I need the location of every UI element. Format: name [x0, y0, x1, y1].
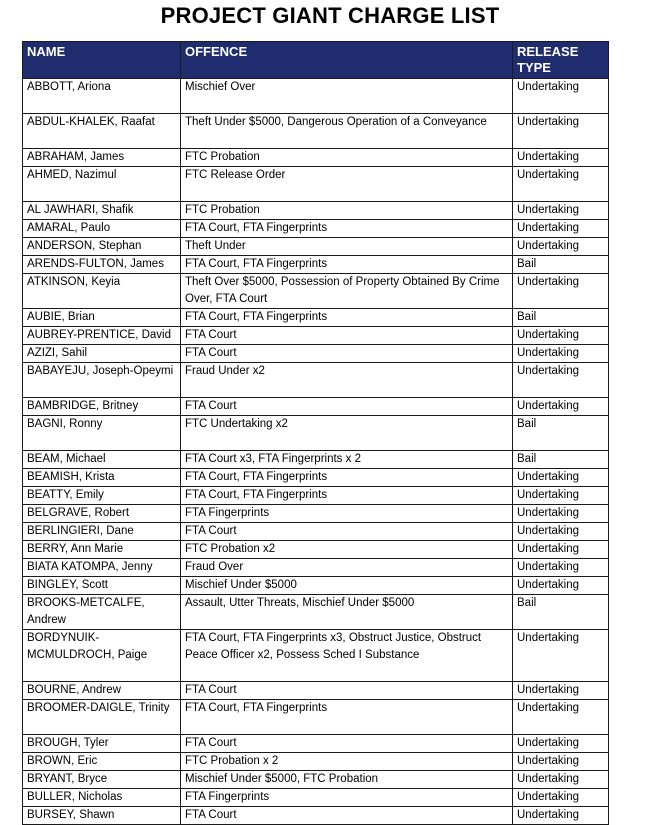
offence-cell: Mischief Under $5000, FTC Probation: [181, 771, 513, 789]
table-row: [23, 682, 609, 700]
release-type-cell: Undertaking: [513, 220, 609, 238]
table-row: [23, 220, 609, 238]
release-type-cell: Undertaking: [513, 149, 609, 167]
name-cell: BOURNE, Andrew: [23, 682, 181, 700]
name-cell: AZIZI, Sahil: [23, 345, 181, 363]
name-cell: BINGLEY, Scott: [23, 577, 181, 595]
table-row: [23, 789, 609, 807]
table-row: [23, 595, 609, 630]
release-type-cell: Undertaking: [513, 345, 609, 363]
release-type-cell: Undertaking: [513, 559, 609, 577]
name-cell: AMARAL, Paulo: [23, 220, 181, 238]
table-row: [23, 577, 609, 595]
table-row: [23, 256, 609, 274]
offence-cell: FTA Fingerprints: [181, 789, 513, 807]
table-row: [23, 451, 609, 469]
table-row: [23, 541, 609, 559]
name-cell: BIATA KATOMPA, Jenny: [23, 559, 181, 577]
header-release-type: RELEASE TYPE: [513, 42, 609, 79]
release-type-cell: Undertaking: [513, 202, 609, 220]
release-type-cell: Undertaking: [513, 789, 609, 807]
release-type-cell: Undertaking: [513, 541, 609, 559]
offence-cell: FTA Court: [181, 682, 513, 700]
name-cell: BAMBRIDGE, Britney: [23, 398, 181, 416]
offence-cell: FTA Court, FTA Fingerprints: [181, 469, 513, 487]
offence-cell: Fraud Over: [181, 559, 513, 577]
header-name: NAME: [23, 42, 181, 79]
release-type-cell: Bail: [513, 309, 609, 327]
release-type-cell: Undertaking: [513, 398, 609, 416]
release-type-cell: Undertaking: [513, 700, 609, 735]
name-cell: BURSEY, Shawn: [23, 807, 181, 825]
offence-cell: Mischief Under $5000: [181, 577, 513, 595]
table-row: [23, 202, 609, 220]
offence-cell: FTC Probation: [181, 202, 513, 220]
page-title: PROJECT GIANT CHARGE LIST: [160, 3, 500, 28]
table-row: [23, 345, 609, 363]
name-cell: BULLER, Nicholas: [23, 789, 181, 807]
release-type-cell: Bail: [513, 416, 609, 451]
release-type-cell: Undertaking: [513, 735, 609, 753]
table-row: [23, 238, 609, 256]
release-type-cell: Undertaking: [513, 807, 609, 825]
release-type-cell: Undertaking: [513, 487, 609, 505]
release-type-cell: Bail: [513, 451, 609, 469]
charge-table: [22, 41, 609, 825]
release-type-cell: Undertaking: [513, 771, 609, 789]
offence-cell: FTA Court, FTA Fingerprints: [181, 487, 513, 505]
offence-cell: FTA Court, FTA Fingerprints x3, Obstruct Justice, Obstruct Peace Officer x2, Possess Sched I Substance: [181, 630, 513, 682]
table-row: [23, 523, 609, 541]
release-type-cell: Undertaking: [513, 469, 609, 487]
offence-cell: FTA Court: [181, 398, 513, 416]
table-row: [23, 735, 609, 753]
release-type-cell: Undertaking: [513, 79, 609, 114]
table-row: [23, 771, 609, 789]
table-row: [23, 167, 609, 202]
name-cell: BELGRAVE, Robert: [23, 505, 181, 523]
offence-cell: FTC Undertaking x2: [181, 416, 513, 451]
table-row: [23, 363, 609, 398]
name-cell: BROOMER-DAIGLE, Trinity: [23, 700, 181, 735]
name-cell: BEAMISH, Krista: [23, 469, 181, 487]
table-header-row: [23, 42, 609, 79]
release-type-cell: Undertaking: [513, 523, 609, 541]
table-row: [23, 149, 609, 167]
table-row: [23, 309, 609, 327]
name-cell: BAGNI, Ronny: [23, 416, 181, 451]
offence-cell: FTA Court: [181, 345, 513, 363]
offence-cell: FTC Probation x 2: [181, 753, 513, 771]
release-type-cell: Bail: [513, 595, 609, 630]
release-type-cell: Undertaking: [513, 274, 609, 309]
name-cell: ABDUL-KHALEK, Raafat: [23, 114, 181, 149]
name-cell: ABBOTT, Ariona: [23, 79, 181, 114]
offence-cell: FTA Court x3, FTA Fingerprints x 2: [181, 451, 513, 469]
table-row: [23, 327, 609, 345]
offence-cell: Fraud Under x2: [181, 363, 513, 398]
table-row: [23, 469, 609, 487]
release-type-cell: Undertaking: [513, 505, 609, 523]
name-cell: AUBREY-PRENTICE, David: [23, 327, 181, 345]
offence-cell: FTA Court, FTA Fingerprints: [181, 700, 513, 735]
name-cell: BROUGH, Tyler: [23, 735, 181, 753]
name-cell: BEAM, Michael: [23, 451, 181, 469]
offence-cell: FTA Court: [181, 523, 513, 541]
table-body: [23, 79, 609, 825]
release-type-cell: Undertaking: [513, 327, 609, 345]
offence-cell: FTA Court, FTA Fingerprints: [181, 256, 513, 274]
name-cell: BRYANT, Bryce: [23, 771, 181, 789]
table-row: [23, 79, 609, 114]
offence-cell: Assault, Utter Threats, Mischief Under $5000: [181, 595, 513, 630]
offence-cell: FTA Court, FTA Fingerprints: [181, 220, 513, 238]
release-type-cell: Undertaking: [513, 167, 609, 202]
table-row: [23, 416, 609, 451]
release-type-cell: Undertaking: [513, 577, 609, 595]
table-row: [23, 398, 609, 416]
release-type-cell: Undertaking: [513, 363, 609, 398]
release-type-cell: Undertaking: [513, 682, 609, 700]
offence-cell: FTC Probation x2: [181, 541, 513, 559]
table-row: [23, 114, 609, 149]
name-cell: AUBIE, Brian: [23, 309, 181, 327]
name-cell: BROWN, Eric: [23, 753, 181, 771]
table-row: [23, 753, 609, 771]
table-row: [23, 807, 609, 825]
offence-cell: FTA Court: [181, 807, 513, 825]
release-type-cell: Bail: [513, 256, 609, 274]
name-cell: ANDERSON, Stephan: [23, 238, 181, 256]
table-row: [23, 700, 609, 735]
offence-cell: FTC Probation: [181, 149, 513, 167]
table-row: [23, 274, 609, 309]
offence-cell: FTA Court: [181, 327, 513, 345]
name-cell: BEATTY, Emily: [23, 487, 181, 505]
table-row: [23, 630, 609, 682]
offence-cell: Theft Over $5000, Possession of Property Obtained By Crime Over, FTA Court: [181, 274, 513, 309]
name-cell: ATKINSON, Keyia: [23, 274, 181, 309]
name-cell: ARENDS-FULTON, James: [23, 256, 181, 274]
release-type-cell: Undertaking: [513, 114, 609, 149]
table-row: [23, 505, 609, 523]
header-offence: OFFENCE: [181, 42, 513, 79]
release-type-cell: Undertaking: [513, 630, 609, 682]
offence-cell: Theft Under $5000, Dangerous Operation of a Conveyance: [181, 114, 513, 149]
offence-cell: FTC Release Order: [181, 167, 513, 202]
name-cell: ABRAHAM, James: [23, 149, 181, 167]
name-cell: AL JAWHARI, Shafik: [23, 202, 181, 220]
release-type-cell: Undertaking: [513, 753, 609, 771]
release-type-cell: Undertaking: [513, 238, 609, 256]
table-row: [23, 559, 609, 577]
offence-cell: FTA Court: [181, 735, 513, 753]
name-cell: BERRY, Ann Marie: [23, 541, 181, 559]
offence-cell: FTA Fingerprints: [181, 505, 513, 523]
offence-cell: FTA Court, FTA Fingerprints: [181, 309, 513, 327]
offence-cell: Mischief Over: [181, 79, 513, 114]
name-cell: AHMED, Nazimul: [23, 167, 181, 202]
table-row: [23, 487, 609, 505]
name-cell: BERLINGIERI, Dane: [23, 523, 181, 541]
offence-cell: Theft Under: [181, 238, 513, 256]
name-cell: BROOKS-METCALFE, Andrew: [23, 595, 181, 630]
name-cell: BORDYNUIK-MCMULDROCH, Paige: [23, 630, 181, 682]
name-cell: BABAYEJU, Joseph-Opeymi: [23, 363, 181, 398]
